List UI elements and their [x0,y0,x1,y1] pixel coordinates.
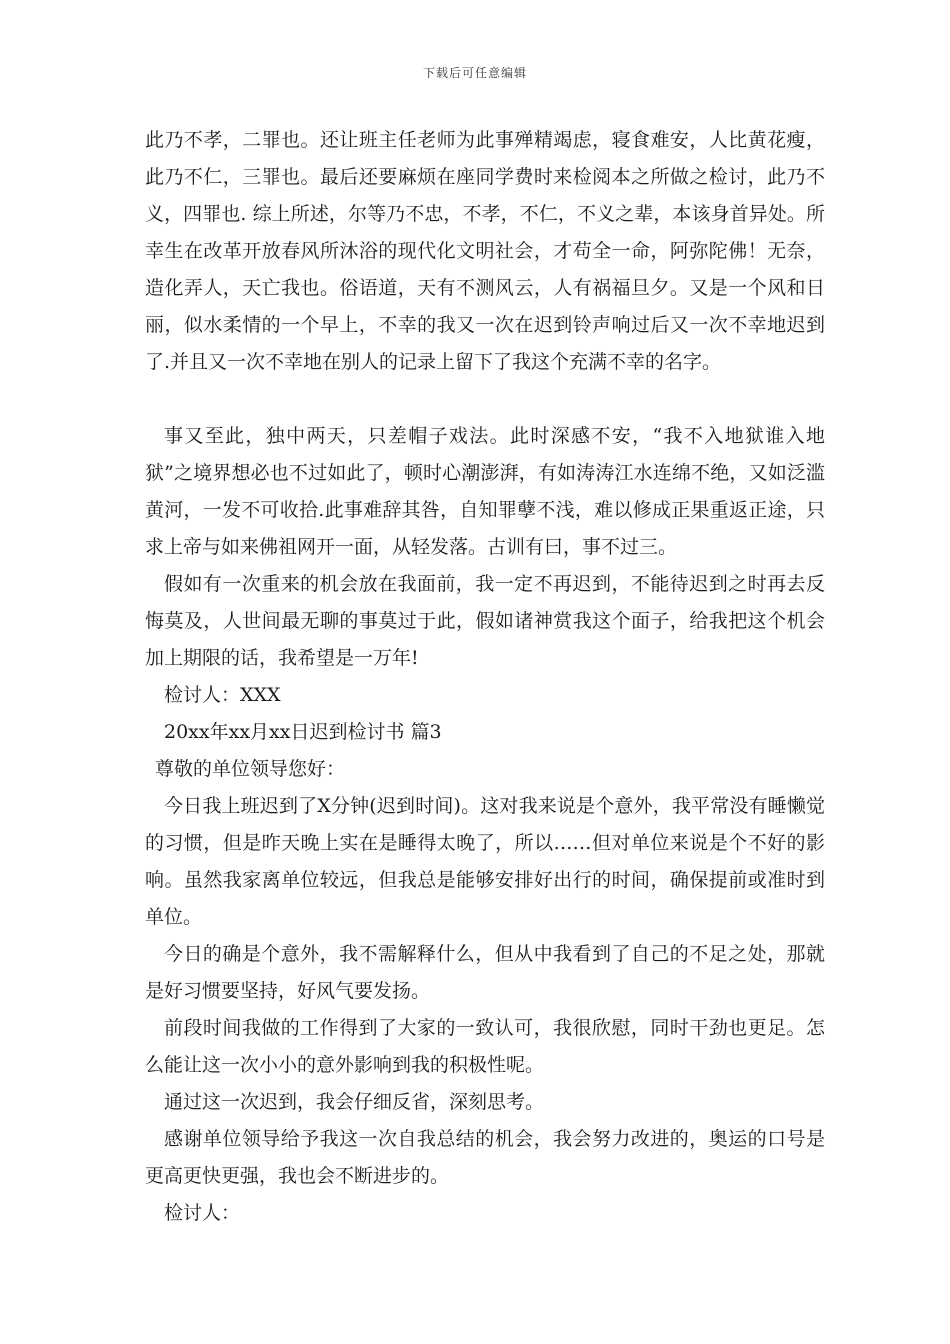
paragraph-second-chance: 假如有一次重来的机会放在我面前，我一定不再迟到，不能待迟到之时再去反悔莫及，人世间最无聊的事莫过于此，假如诸神赏我这个面子，给我把这个机会加上期限的话，我希望是一万年! [145,573,825,669]
paragraph-late-today: 今日我上班迟到了X分钟(迟到时间)。这对我来说是个意外，我平常没有睡懒觉的习惯，但是昨天晚上实在是睡得太晚了，所以……但对单位来说是个不好的影响。虽然我家离单位较远，但我总是能够安排好出行的时间，确保提前或准时到单位。 [145,795,825,928]
salutation: 尊敬的单位领导您好： [155,758,346,780]
section-title: 20xx年xx月xx日迟到检讨书 篇3 [164,721,442,743]
paragraph-thanks: 感谢单位领导给予我这一次自我总结的机会，我会努力改进的，奥运的口号是更高更快更强，我也会不断进步的。 [145,1128,825,1187]
paragraph-hat-trick: 事又至此，独中两天，只差帽子戏法。此时深感不安，“我不入地狱谁入地狱”之境界想必也不过如此了，顿时心潮澎湃，有如涛涛江水连绵不绝，又如泛滥黄河，一发不可收拾.此事难辞其咎，自知罪孽不浅，难以修成正果重返正途，只求上帝与如来佛祖网开一面，从轻发落。古训有曰，事不过三。 [145,425,825,558]
paragraph-accident: 今日的确是个意外，我不需解释什么，但从中我看到了自己的不足之处，那就是好习惯要坚持，好风气要发扬。 [145,943,825,1002]
paragraph-continuation: 此乃不孝，二罪也。还让班主任老师为此事殚精竭虑，寝食难安，人比黄花瘦，此乃不仁，三罪也。最后还要麻烦在座同学费时来检阅本之所做之检讨，此乃不义，四罪也. 综上所述，尔等乃不忠，不孝，不仁，不义之辈，本该身首异处。所幸生在改革开放春风所沐浴的现代化文明社会，才苟全一命，阿弥陀佛！无奈，造化弄人，天亡我也。俗语道，天有不测风云，人有祸福旦夕。又是一个风和日丽，似水柔情的一个早上，不幸的我又一次在迟到铃声响过后又一次不幸地迟到了.并且又一次不幸地在别人的记录上留下了我这个充满不幸的名字。 [145,129,825,373]
signature-line-2: 检讨人： [164,1202,241,1224]
page-header: 下载后可任意编辑 [422,66,527,80]
document-body [145,122,825,1232]
signature-line-1: 检讨人：XXX [164,684,281,706]
paragraph-recognition: 前段时间我做的工作得到了大家的一致认可，我很欣慰，同时干劲也更足。怎么能让这一次小小的意外影响到我的积极性呢。 [145,1017,825,1076]
paragraph-reflect: 通过这一次迟到，我会仔细反省，深刻思考。 [164,1091,545,1113]
